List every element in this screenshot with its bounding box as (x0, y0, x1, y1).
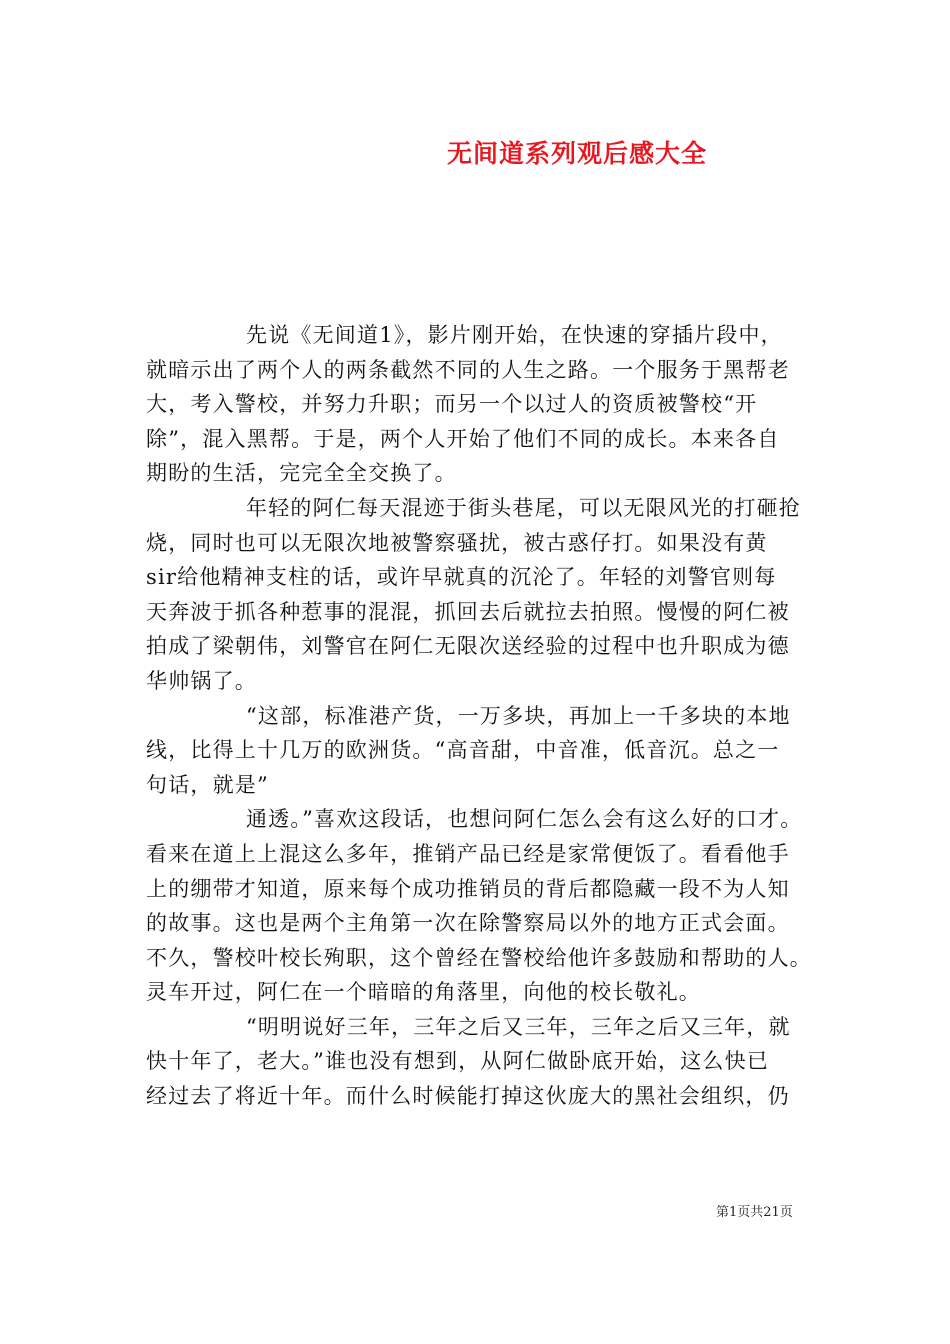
text-line: “明明说好三年，三年之后又三年，三年之后又三年，就 (246, 1014, 791, 1039)
text-line: 灵车开过，阿仁在一个暗暗的角落里，向他的校长敬礼。 (146, 980, 701, 1005)
text-line: 不久，警校叶校长殉职，这个曾经在警校给他许多鼓励和帮助的人。 (146, 945, 812, 970)
text-line: 除”，混入黑帮。于是，两个人开始了他们不同的成长。本来各自 (146, 426, 780, 451)
text-line: 通透。”喜欢这段话，也想问阿仁怎么会有这么好的口才。 (246, 807, 803, 832)
document-body (146, 318, 816, 1114)
text-line: 快十年了，老大。”谁也没有想到，从阿仁做卧底开始，这么快已 (146, 1049, 770, 1074)
text-line: 天奔波于抓各种惹事的混混，抓回去后就拉去拍照。慢慢的阿仁被 (146, 599, 790, 624)
text-line: 就暗示出了两个人的两条截然不同的人生之路。一个服务于黑帮老 (146, 357, 790, 382)
text-line: “这部，标准港产货，一万多块，再加上一千多块的本地 (246, 703, 791, 728)
text-line: 大，考入警校，并努力升职；而另一个以过人的资质被警校“开 (146, 392, 758, 417)
document-title: 无间道系列观后感大全 (447, 139, 708, 168)
text-line: 线，比得上十几万的欧洲货。“高音甜，中音准，低音沉。总之一 (146, 738, 780, 763)
text-line: 烧，同时也可以无限次地被警察骚扰，被古惑仔打。如果没有黄 (146, 530, 768, 555)
text-line: sir给他精神支柱的话，或许早就真的沉沦了。年轻的刘警官则每 (146, 565, 777, 590)
text-line: 的故事。这也是两个主角第一次在除警察局以外的地方正式会面。 (146, 911, 790, 936)
text-line: 看来在道上上混这么多年，推销产品已经是家常便饭了。看看他手 (146, 841, 790, 866)
text-line: 经过去了将近十年。而什么时候能打掉这伙庞大的黑社会组织，仍 (146, 1084, 790, 1109)
text-line: 先说《无间道1》，影片刚开始，在快速的穿插片段中， (246, 323, 783, 347)
text-line: 华帅锅了。 (146, 668, 257, 693)
text-line: 拍成了梁朝伟，刘警官在阿仁无限次送经验的过程中也升职成为德 (146, 634, 790, 659)
text-line: 年轻的阿仁每天混迹于街头巷尾，可以无限风光的打砸抢 (246, 495, 801, 520)
text-line: 句话，就是” (146, 772, 269, 797)
text-line: 期盼的生活，完完全全交换了。 (146, 461, 457, 486)
page-footer: 第1页共21页 (716, 1205, 793, 1220)
text-line: 上的绷带才知道，原来每个成功推销员的背后都隐藏一段不为人知 (146, 876, 790, 901)
